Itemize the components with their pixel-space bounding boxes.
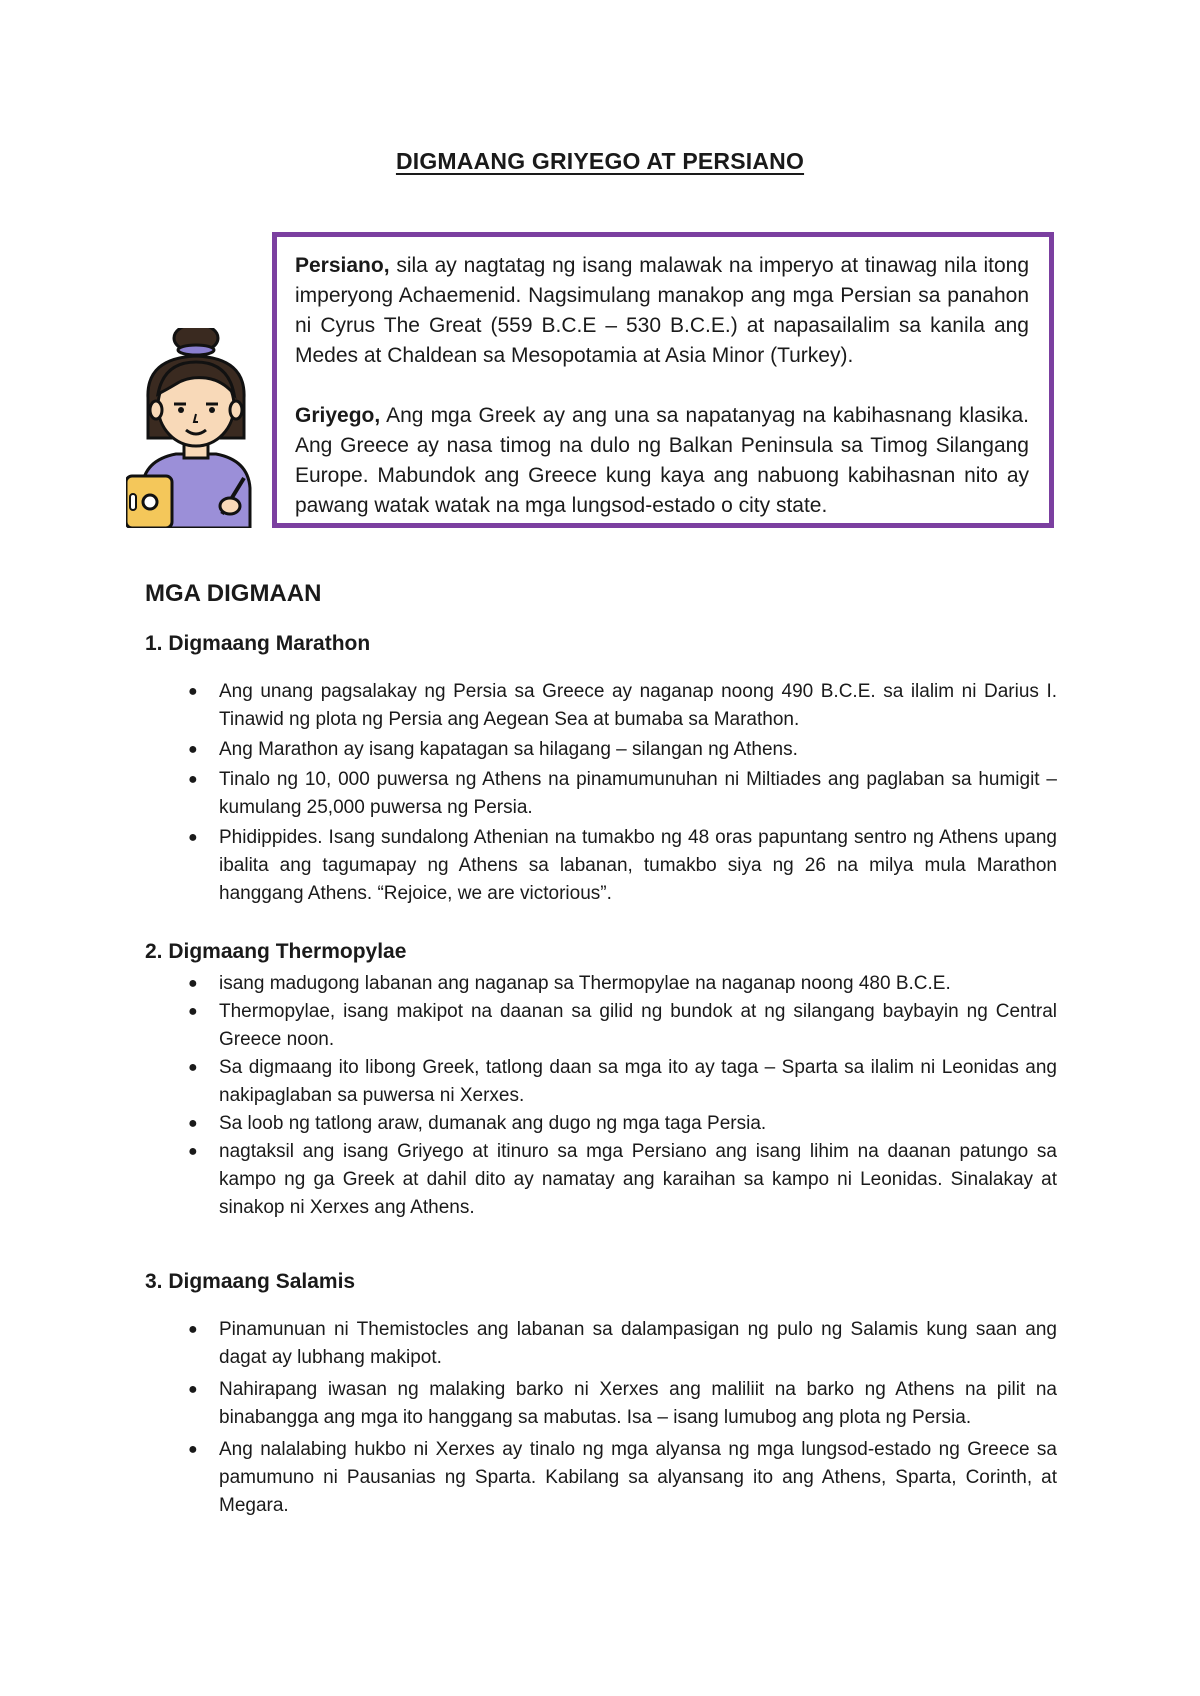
list-item-text: Ang Marathon ay isang kapatagan sa hilagang – silangan ng Athens. <box>219 739 798 760</box>
list-item <box>145 678 1057 734</box>
list-item-text: Phidippides. Isang sundalong Athenian na tumakbo ng 48 oras papuntang sentro ng Athens upang ibalita ang tagumapay ng Athens sa labanan, tumakbo siya ng 26 na milya mula Marathon hanggang Athens. “Rejoice, we are victorious”. <box>219 827 1057 904</box>
griyego-text: Ang mga Greek ay ang una sa napatanyag na kabihasnang klasika. Ang Greece ay nasa timog na dulo ng Balkan Peninsula sa Timog Silangang Europe. Mabundok ang Greece kung kaya ang nabuong kabihasnan nito ay pawang watak watak na mga lungsod-estado o city state. <box>295 404 1029 517</box>
list-item <box>145 824 1057 908</box>
list-item <box>145 1376 1057 1432</box>
list-item-text: Ang nalalabing hukbo ni Xerxes ay tinalo ng mga alyansa ng mga lungsod-estado ng Greece sa pamumuno ni Pausanias ng Sparta. Kabilang sa alyansang ito ang Athens, Sparta, Corinth, at Megara. <box>219 1439 1057 1516</box>
persiano-text: sila ay nagtatag ng isang malawak na imperyo at tinawag nila itong imperyong Achaemenid. Nagsimulang manakop ang mga Persian sa panahon ni Cyrus The Great (559 B.C.E – 530 B.C.E.) at napasailalim sa kanila ang Medes at Chaldean sa Mesopotamia at Asia Minor (Turkey). <box>295 254 1029 367</box>
war-list <box>145 678 1057 908</box>
persiano-paragraph <box>295 251 1029 371</box>
bullet-icon: ● <box>188 683 198 700</box>
war-section-thermopylae <box>145 940 1057 1222</box>
bullet-icon: ● <box>188 1441 198 1458</box>
list-item <box>145 998 1057 1054</box>
list-item-text: Tinalo ng 10, 000 puwersa ng Athens na pinamumunuhan ni Miltiades ang paglaban sa humigit – kumulang 25,000 puwersa ng Persia. <box>219 769 1057 818</box>
war-heading: 3. Digmaang Salamis <box>145 1270 356 1293</box>
bullet-icon: ● <box>188 1321 198 1338</box>
student-avatar-icon <box>126 328 266 528</box>
list-item-text: Pinamunuan ni Themistocles ang labanan sa dalampasigan ng pulo ng Salamis kung saan ang dagat ay lubhang makipot. <box>219 1319 1057 1368</box>
war-list <box>145 970 1057 1222</box>
list-item-text: nagtaksil ang isang Griyego at itinuro sa mga Persiano ang isang lihim na daanan patungo sa kampo ng ga Greek at dahil dito ay namatay ang karaihan sa kampo ni Leonidas. Sinalakay at sinakop ni Xerxes ang Athens. <box>219 1141 1057 1218</box>
list-item <box>145 1436 1057 1520</box>
list-item <box>145 766 1057 822</box>
war-section-marathon <box>145 632 1057 910</box>
bullet-icon: ● <box>188 1381 198 1398</box>
page-title: DIGMAANG GRIYEGO AT PERSIANO <box>395 148 805 174</box>
war-section-salamis <box>145 1270 1057 1524</box>
bullet-icon: ● <box>188 1143 198 1160</box>
list-item-text: Thermopylae, isang makipot na daanan sa gilid ng bundok at ng silangang baybayin ng Central Greece noon. <box>219 1001 1057 1050</box>
war-heading: 2. Digmaang Thermopylae <box>145 940 407 963</box>
griyego-paragraph <box>295 401 1029 521</box>
griyego-label: Griyego, <box>295 404 381 427</box>
list-item <box>145 1316 1057 1372</box>
war-heading: 1. Digmaang Marathon <box>145 632 371 655</box>
list-item-text: isang madugong labanan ang naganap sa Thermopylae na naganap noong 480 B.C.E. <box>219 973 951 994</box>
list-item-text: Sa loob ng tatlong araw, dumanak ang dugo ng mga taga Persia. <box>219 1113 767 1134</box>
bullet-icon: ● <box>188 771 198 788</box>
list-item-text: Ang unang pagsalakay ng Persia sa Greece ay naganap noong 490 B.C.E. sa ilalim ni Darius I. Tinawid ng plota ng Persia ang Aegean Sea at bumaba sa Marathon. <box>219 681 1057 730</box>
list-item-text: Nahirapang iwasan ng malaking barko ni Xerxes ang maliliit na barko ng Athens na pilit na binabangga ang mga ito hanggang sa mabutas. Isa – isang lumubog ang plota ng Persia. <box>219 1379 1057 1428</box>
bullet-icon: ● <box>188 1115 198 1132</box>
list-item-text: Sa digmaang ito libong Greek, tatlong daan sa mga ito ay taga – Sparta sa ilalim ni Leonidas ang nakipaglaban sa puwersa ni Xerxes. <box>219 1057 1057 1106</box>
intro-box <box>272 232 1054 528</box>
war-list <box>145 1316 1057 1520</box>
bullet-icon: ● <box>188 741 198 758</box>
list-item <box>145 1138 1057 1222</box>
bullet-icon: ● <box>188 1003 198 1020</box>
list-item <box>145 970 1057 998</box>
bullet-icon: ● <box>188 975 198 992</box>
bullet-icon: ● <box>188 1059 198 1076</box>
bullet-icon: ● <box>188 829 198 846</box>
list-item <box>145 1110 1057 1138</box>
list-item <box>145 736 1057 764</box>
persiano-label: Persiano, <box>295 254 390 277</box>
section-heading: MGA DIGMAAN <box>145 580 322 607</box>
list-item <box>145 1054 1057 1110</box>
